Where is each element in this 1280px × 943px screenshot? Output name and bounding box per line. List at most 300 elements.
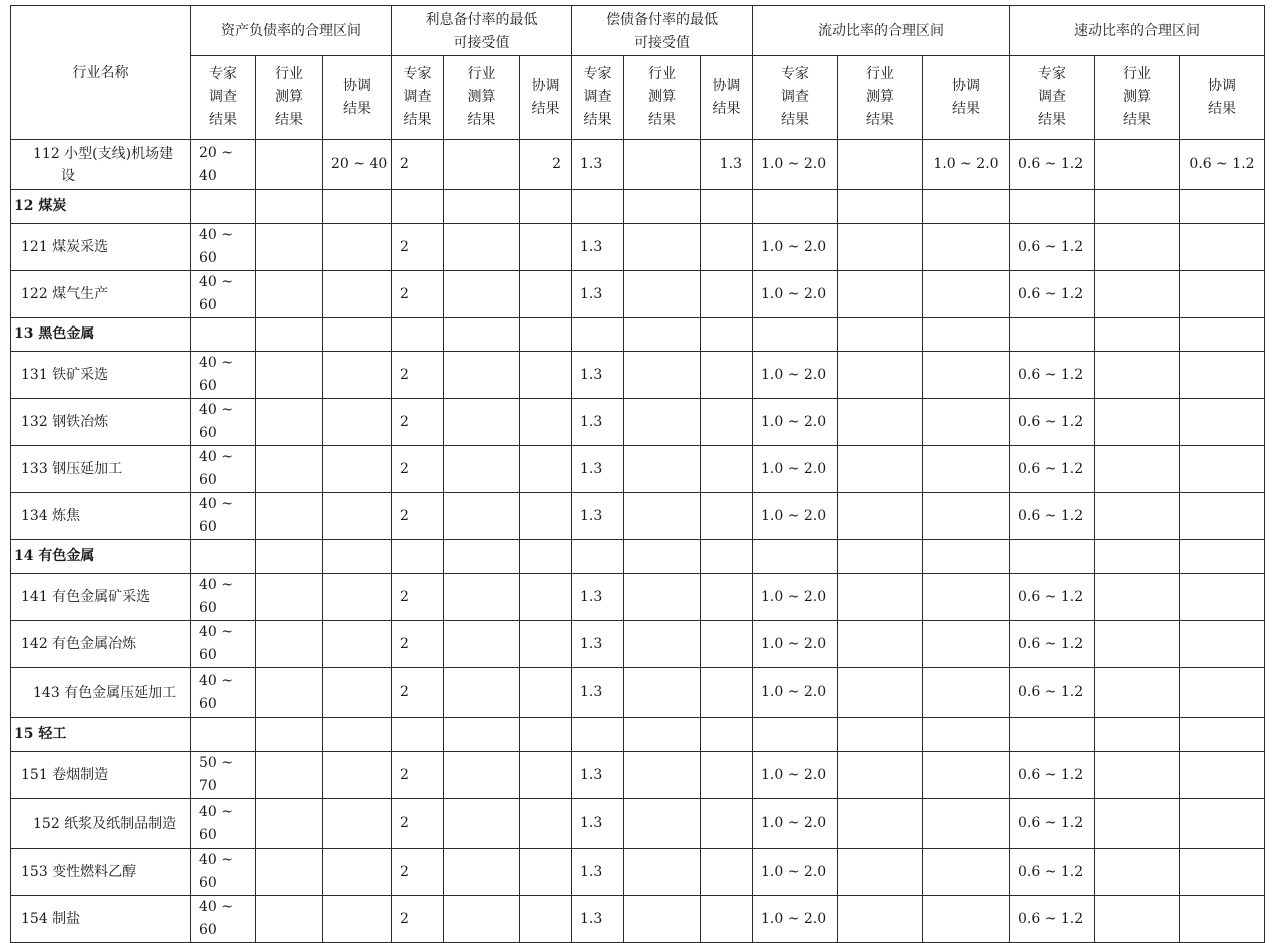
empty-cell	[624, 718, 701, 752]
value-cell: 40 ~ 60	[191, 493, 256, 540]
value-cell	[838, 446, 923, 493]
value-cell	[624, 493, 701, 540]
value-cell	[256, 493, 323, 540]
category-row	[11, 318, 1265, 352]
value-cell	[838, 896, 923, 943]
value-cell	[1095, 352, 1180, 399]
empty-cell	[1010, 540, 1095, 574]
value-cell: 1.3	[572, 224, 624, 271]
empty-cell	[572, 718, 624, 752]
empty-cell	[624, 318, 701, 352]
value-cell	[1180, 493, 1265, 540]
empty-cell	[753, 318, 838, 352]
header-debt-service-coverage: 偿债备付率的最低 可接受值	[572, 6, 753, 56]
value-cell	[624, 224, 701, 271]
empty-cell	[701, 540, 753, 574]
subheader-expert-survey: 专家 调查 结果	[1010, 56, 1095, 140]
value-cell	[1095, 621, 1180, 668]
value-cell	[444, 621, 520, 668]
value-cell	[923, 399, 1010, 446]
value-cell	[923, 574, 1010, 621]
value-cell	[1095, 446, 1180, 493]
empty-cell	[1095, 318, 1180, 352]
value-cell	[323, 752, 392, 799]
empty-cell	[1010, 190, 1095, 224]
value-cell	[701, 352, 753, 399]
value-cell	[838, 752, 923, 799]
value-cell	[1180, 446, 1265, 493]
value-cell	[838, 621, 923, 668]
category-row	[11, 540, 1265, 574]
value-cell	[1180, 224, 1265, 271]
value-cell: 2	[392, 224, 444, 271]
value-cell	[923, 752, 1010, 799]
table-row	[11, 399, 1265, 446]
value-cell: 0.6 ~ 1.2	[1010, 446, 1095, 493]
empty-cell	[1010, 318, 1095, 352]
subheader-expert-survey: 专家 调查 结果	[753, 56, 838, 140]
empty-cell	[923, 718, 1010, 752]
value-cell: 40 ~ 60	[191, 849, 256, 896]
value-cell: 1.0 ~ 2.0	[753, 574, 838, 621]
empty-cell	[520, 718, 572, 752]
value-cell: 2	[392, 352, 444, 399]
value-cell	[1095, 224, 1180, 271]
empty-cell	[256, 718, 323, 752]
industry-name-cell: 131 铁矿采选	[11, 352, 191, 399]
value-cell	[838, 799, 923, 849]
value-cell: 1.3	[572, 799, 624, 849]
value-cell	[624, 271, 701, 318]
subheader-coordinated: 协调 结果	[923, 56, 1010, 140]
value-cell: 2	[392, 668, 444, 718]
header-interest-coverage: 利息备付率的最低 可接受值	[392, 6, 572, 56]
value-cell	[256, 621, 323, 668]
value-cell	[444, 493, 520, 540]
value-cell	[323, 799, 392, 849]
empty-cell	[191, 190, 256, 224]
empty-cell	[753, 718, 838, 752]
value-cell: 40 ~ 60	[191, 896, 256, 943]
value-cell	[256, 574, 323, 621]
table-row	[11, 574, 1265, 621]
value-cell: 40 ~ 60	[191, 399, 256, 446]
value-cell	[1095, 140, 1180, 190]
value-cell	[624, 799, 701, 849]
value-cell: 1.3	[572, 399, 624, 446]
empty-cell	[572, 190, 624, 224]
empty-cell	[1095, 540, 1180, 574]
value-cell	[520, 352, 572, 399]
table-row	[11, 446, 1265, 493]
empty-cell	[923, 318, 1010, 352]
value-cell	[701, 849, 753, 896]
value-cell: 2	[392, 621, 444, 668]
value-cell	[923, 896, 1010, 943]
value-cell	[624, 896, 701, 943]
value-cell	[256, 399, 323, 446]
industry-name-cell: 153 变性燃料乙醇	[11, 849, 191, 896]
empty-cell	[520, 190, 572, 224]
table-row	[11, 752, 1265, 799]
category-label: 13 黑色金属	[11, 318, 191, 352]
subheader-expert-survey: 专家 调查 结果	[191, 56, 256, 140]
category-label: 14 有色金属	[11, 540, 191, 574]
value-cell	[520, 446, 572, 493]
value-cell	[444, 574, 520, 621]
value-cell	[1095, 574, 1180, 621]
value-cell	[520, 621, 572, 668]
value-cell	[1095, 752, 1180, 799]
value-cell: 1.3	[572, 574, 624, 621]
empty-cell	[323, 540, 392, 574]
industry-name-cell: 121 煤炭采选	[11, 224, 191, 271]
table-body	[11, 140, 1265, 943]
empty-cell	[753, 540, 838, 574]
subheader-coordinated: 协调 结果	[1180, 56, 1265, 140]
value-cell	[323, 668, 392, 718]
value-cell: 1.0 ~ 2.0	[753, 752, 838, 799]
value-cell: 0.6 ~ 1.2	[1010, 399, 1095, 446]
value-cell	[624, 574, 701, 621]
value-cell: 2	[392, 896, 444, 943]
value-cell	[838, 493, 923, 540]
empty-cell	[1095, 718, 1180, 752]
empty-cell	[1180, 540, 1265, 574]
industry-name-cell: 141 有色金属矿采选	[11, 574, 191, 621]
empty-cell	[392, 718, 444, 752]
value-cell	[1095, 493, 1180, 540]
value-cell: 0.6 ~ 1.2	[1010, 493, 1095, 540]
value-cell	[444, 399, 520, 446]
value-cell: 2	[392, 140, 444, 190]
value-cell	[838, 140, 923, 190]
value-cell	[444, 896, 520, 943]
value-cell	[520, 896, 572, 943]
value-cell: 2	[392, 399, 444, 446]
category-row	[11, 718, 1265, 752]
value-cell	[323, 224, 392, 271]
value-cell	[701, 446, 753, 493]
table-row	[11, 621, 1265, 668]
value-cell: 2	[392, 799, 444, 849]
industry-name-cell: 142 有色金属冶炼	[11, 621, 191, 668]
value-cell: 20 ~ 40	[191, 140, 256, 190]
value-cell	[624, 140, 701, 190]
value-cell	[838, 271, 923, 318]
value-cell	[520, 224, 572, 271]
table-row	[11, 352, 1265, 399]
value-cell: 1.0 ~ 2.0	[753, 399, 838, 446]
value-cell	[323, 271, 392, 318]
value-cell: 1.3	[572, 668, 624, 718]
value-cell	[701, 574, 753, 621]
empty-cell	[323, 318, 392, 352]
value-cell	[256, 224, 323, 271]
empty-cell	[838, 718, 923, 752]
value-cell	[923, 799, 1010, 849]
subheader-industry-calc: 行业 测算 结果	[624, 56, 701, 140]
value-cell	[1095, 896, 1180, 943]
subheader-expert-survey: 专家 调查 结果	[392, 56, 444, 140]
value-cell	[444, 446, 520, 493]
empty-cell	[1180, 190, 1265, 224]
industry-name-cell: 132 钢铁冶炼	[11, 399, 191, 446]
value-cell: 0.6 ~ 1.2	[1010, 140, 1095, 190]
table-row	[11, 493, 1265, 540]
table-row	[11, 271, 1265, 318]
industry-name-header: 行业名称	[11, 6, 191, 140]
empty-cell	[520, 318, 572, 352]
empty-cell	[392, 190, 444, 224]
value-cell	[923, 849, 1010, 896]
header-debt-ratio: 资产负债率的合理区间	[191, 6, 392, 56]
value-cell: 40 ~ 60	[191, 446, 256, 493]
value-cell	[444, 799, 520, 849]
value-cell: 20 ~ 40	[323, 140, 392, 190]
value-cell	[256, 352, 323, 399]
value-cell	[1095, 799, 1180, 849]
empty-cell	[701, 718, 753, 752]
value-cell	[838, 574, 923, 621]
value-cell: 1.3	[572, 140, 624, 190]
value-cell	[520, 799, 572, 849]
value-cell: 1.0 ~ 2.0	[753, 668, 838, 718]
value-cell	[701, 752, 753, 799]
value-cell	[923, 271, 1010, 318]
value-cell	[838, 399, 923, 446]
value-cell	[323, 574, 392, 621]
value-cell	[923, 493, 1010, 540]
value-cell: 0.6 ~ 1.2	[1010, 752, 1095, 799]
value-cell	[624, 399, 701, 446]
value-cell: 2	[392, 446, 444, 493]
value-cell	[1180, 752, 1265, 799]
value-cell: 0.6 ~ 1.2	[1010, 224, 1095, 271]
value-cell	[1180, 352, 1265, 399]
table-row	[11, 799, 1265, 849]
value-cell: 1.0 ~ 2.0	[753, 849, 838, 896]
empty-cell	[1010, 718, 1095, 752]
value-cell	[256, 752, 323, 799]
empty-cell	[838, 540, 923, 574]
value-cell: 40 ~ 60	[191, 668, 256, 718]
value-cell	[256, 140, 323, 190]
value-cell	[701, 896, 753, 943]
subheader-row	[11, 56, 1265, 140]
empty-cell	[256, 318, 323, 352]
empty-cell	[701, 318, 753, 352]
empty-cell	[392, 540, 444, 574]
industry-name-cell: 152 纸浆及纸制品制造	[11, 799, 191, 849]
header-current-ratio: 流动比率的合理区间	[753, 6, 1010, 56]
industry-name-cell: 133 钢压延加工	[11, 446, 191, 493]
value-cell	[923, 668, 1010, 718]
value-cell: 1.3	[572, 493, 624, 540]
value-cell: 1.3	[572, 896, 624, 943]
value-cell: 2	[392, 849, 444, 896]
value-cell: 2	[392, 574, 444, 621]
value-cell	[256, 446, 323, 493]
value-cell	[838, 224, 923, 271]
value-cell	[838, 668, 923, 718]
value-cell: 1.0 ~ 2.0	[753, 352, 838, 399]
value-cell: 0.6 ~ 1.2	[1010, 799, 1095, 849]
value-cell	[1095, 668, 1180, 718]
value-cell: 1.3	[701, 140, 753, 190]
value-cell: 0.6 ~ 1.2	[1010, 271, 1095, 318]
value-cell: 1.3	[572, 446, 624, 493]
table-row	[11, 668, 1265, 718]
value-cell: 40 ~ 60	[191, 799, 256, 849]
table-row	[11, 896, 1265, 943]
value-cell: 0.6 ~ 1.2	[1010, 352, 1095, 399]
empty-cell	[444, 540, 520, 574]
value-cell	[444, 140, 520, 190]
value-cell	[323, 896, 392, 943]
value-cell	[444, 224, 520, 271]
value-cell	[256, 271, 323, 318]
value-cell: 1.3	[572, 849, 624, 896]
value-cell: 40 ~ 60	[191, 271, 256, 318]
subheader-industry-calc: 行业 测算 结果	[444, 56, 520, 140]
value-cell: 1.0 ~ 2.0	[753, 493, 838, 540]
empty-cell	[191, 540, 256, 574]
value-cell: 2	[520, 140, 572, 190]
category-row	[11, 190, 1265, 224]
value-cell: 1.3	[572, 271, 624, 318]
header-quick-ratio: 速动比率的合理区间	[1010, 6, 1265, 56]
value-cell: 40 ~ 60	[191, 224, 256, 271]
empty-cell	[392, 318, 444, 352]
empty-cell	[923, 190, 1010, 224]
value-cell	[444, 271, 520, 318]
value-cell: 2	[392, 752, 444, 799]
value-cell	[520, 493, 572, 540]
value-cell: 0.6 ~ 1.2	[1180, 140, 1265, 190]
subheader-industry-calc: 行业 测算 结果	[1095, 56, 1180, 140]
empty-cell	[753, 190, 838, 224]
value-cell	[1180, 574, 1265, 621]
value-cell	[701, 271, 753, 318]
value-cell: 2	[392, 271, 444, 318]
empty-cell	[444, 318, 520, 352]
category-label: 15 轻工	[11, 718, 191, 752]
subheader-coordinated: 协调 结果	[520, 56, 572, 140]
value-cell	[701, 668, 753, 718]
value-cell: 1.0 ~ 2.0	[753, 224, 838, 271]
empty-cell	[572, 540, 624, 574]
value-cell	[1180, 849, 1265, 896]
empty-cell	[923, 540, 1010, 574]
value-cell	[701, 224, 753, 271]
value-cell	[1180, 896, 1265, 943]
empty-cell	[191, 718, 256, 752]
value-cell	[923, 352, 1010, 399]
value-cell: 1.0 ~ 2.0	[753, 896, 838, 943]
value-cell: 0.6 ~ 1.2	[1010, 574, 1095, 621]
empty-cell	[1095, 190, 1180, 224]
table-header	[11, 6, 1265, 140]
value-cell: 0.6 ~ 1.2	[1010, 621, 1095, 668]
industry-name-cell: 151 卷烟制造	[11, 752, 191, 799]
value-cell: 1.3	[572, 752, 624, 799]
value-cell: 1.3	[572, 621, 624, 668]
value-cell: 1.0 ~ 2.0	[923, 140, 1010, 190]
value-cell	[520, 399, 572, 446]
value-cell	[624, 668, 701, 718]
value-cell	[701, 799, 753, 849]
value-cell	[520, 271, 572, 318]
empty-cell	[838, 190, 923, 224]
value-cell	[256, 849, 323, 896]
value-cell	[1180, 271, 1265, 318]
subheader-coordinated: 协调 结果	[701, 56, 753, 140]
empty-cell	[701, 190, 753, 224]
table-row	[11, 140, 1265, 190]
value-cell: 40 ~ 60	[191, 574, 256, 621]
table-row	[11, 849, 1265, 896]
value-cell	[520, 752, 572, 799]
value-cell	[923, 621, 1010, 668]
value-cell	[923, 446, 1010, 493]
value-cell	[1180, 668, 1265, 718]
empty-cell	[624, 540, 701, 574]
empty-cell	[838, 318, 923, 352]
value-cell	[624, 446, 701, 493]
value-cell	[256, 896, 323, 943]
industry-name-cell: 154 制盐	[11, 896, 191, 943]
value-cell	[444, 352, 520, 399]
value-cell: 1.0 ~ 2.0	[753, 140, 838, 190]
value-cell	[1180, 621, 1265, 668]
value-cell: 1.0 ~ 2.0	[753, 621, 838, 668]
empty-cell	[256, 540, 323, 574]
value-cell: 50 ~ 70	[191, 752, 256, 799]
value-cell	[323, 446, 392, 493]
value-cell	[1180, 799, 1265, 849]
value-cell	[1095, 399, 1180, 446]
empty-cell	[520, 540, 572, 574]
value-cell: 1.0 ~ 2.0	[753, 446, 838, 493]
value-cell	[444, 668, 520, 718]
value-cell: 1.3	[572, 352, 624, 399]
category-label: 12 煤炭	[11, 190, 191, 224]
value-cell	[520, 668, 572, 718]
financial-ratio-table	[10, 5, 1265, 943]
value-cell: 40 ~ 60	[191, 621, 256, 668]
value-cell	[323, 352, 392, 399]
industry-name-cell: 134 炼焦	[11, 493, 191, 540]
table-row	[11, 224, 1265, 271]
industry-name-cell: 112 小型(支线)机场建设	[11, 140, 191, 190]
value-cell: 1.0 ~ 2.0	[753, 799, 838, 849]
value-cell	[624, 752, 701, 799]
value-cell	[520, 849, 572, 896]
value-cell	[1180, 399, 1265, 446]
empty-cell	[444, 718, 520, 752]
subheader-industry-calc: 行业 测算 结果	[256, 56, 323, 140]
value-cell	[1095, 849, 1180, 896]
empty-cell	[191, 318, 256, 352]
empty-cell	[323, 718, 392, 752]
empty-cell	[444, 190, 520, 224]
value-cell: 0.6 ~ 1.2	[1010, 896, 1095, 943]
value-cell	[701, 493, 753, 540]
value-cell	[838, 849, 923, 896]
subheader-industry-calc: 行业 测算 结果	[838, 56, 923, 140]
subheader-coordinated: 协调 结果	[323, 56, 392, 140]
